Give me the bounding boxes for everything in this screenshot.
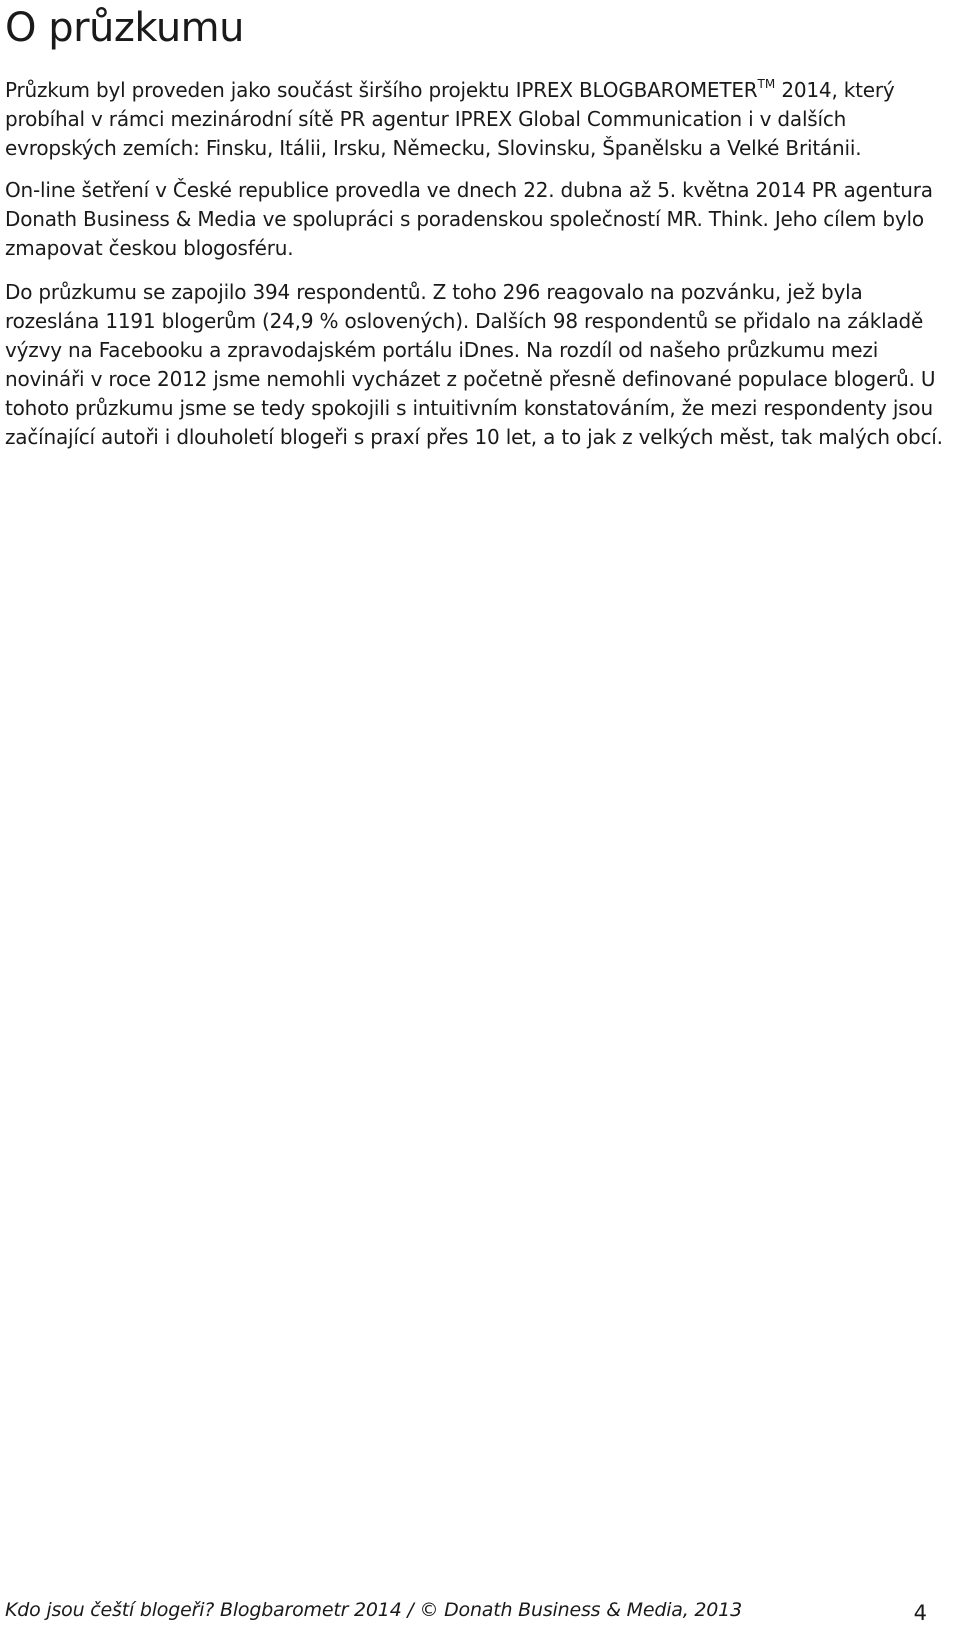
page-footer xyxy=(5,1597,955,1627)
intro-text-end: 2014, který probíhal v rámci mezinárodní sítě PR agentur IPREX Global Communication i v dalších evropských zemích: Finsku, Itálii, Irsku, Německu, Slovinsku, Španělsku a Velké Británii. xyxy=(5,78,895,160)
page-number: 4 xyxy=(913,1601,927,1625)
body-text xyxy=(5,76,955,470)
intro-text-start: Průzkum byl proveden jako součást širšího projektu IPREX BLOGBAROMETER xyxy=(5,78,758,102)
trademark-mark: TM xyxy=(757,77,776,91)
paragraph-method: On-line šetření v České republice provedla ve dnech 22. dubna až 5. května 2014 PR agentura Donath Business & Media ve spolupráci s poradenskou společností MR. Think. Jeho cílem bylo zmapovat českou blogosféru. xyxy=(5,178,933,260)
paragraph-intro xyxy=(5,76,955,163)
page-title: O průzkumu xyxy=(5,5,244,51)
paragraph-respondents: Do průzkumu se zapojilo 394 respondentů. Z toho 296 reagovalo na pozvánku, jež byla rozeslána 1191 blogerům (24,9 % oslovených). Dalších 98 respondentů se přidalo na základě výzvy na Facebooku a zpravodajském portálu iDnes. Na rozdíl od našeho průzkumu mezi novináři v roce 2012 jsme nemohli vycházet z početně přesně definované populace blogerů. U tohoto průzkumu jsme se tedy spokojili s intuitivním konstatováním, že mezi respondenty jsou začínající autoři i dlouholetí blogeři s praxí přes 10 let, a to jak z velkých měst, tak malých obcí. xyxy=(5,280,943,449)
footer-text: Kdo jsou čeští blogeři? Blogbarometr 2014 / © Donath Business & Media, 2013 xyxy=(5,1599,742,1621)
